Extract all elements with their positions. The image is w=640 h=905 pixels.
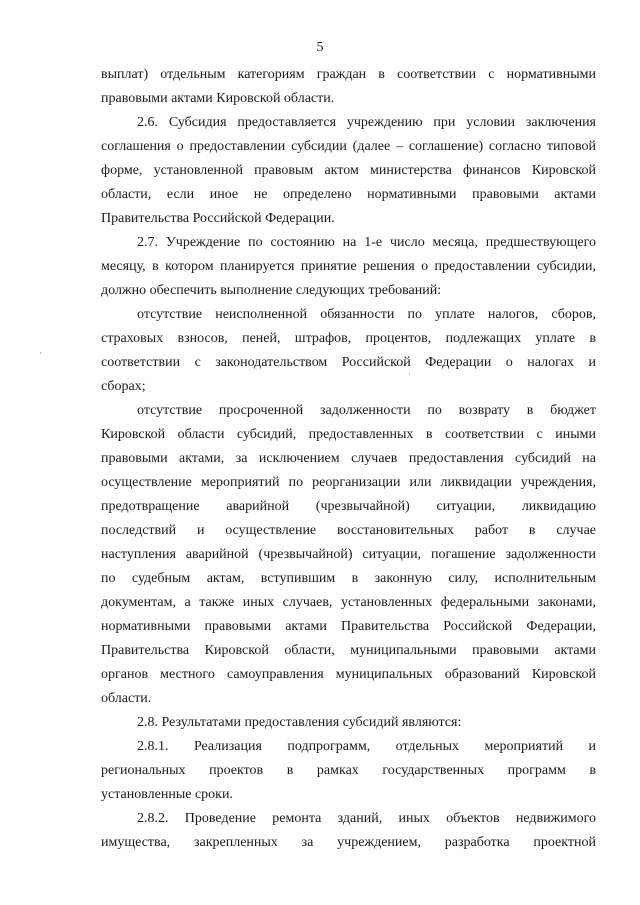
text-line: отсутствие просроченной задолженности по возврату в бюджет	[137, 403, 596, 418]
text-line: 2.8.1. Реализация подпрограмм, отдельных мероприятий и	[137, 739, 596, 754]
text-line: отсутствие неисполненной обязанности по уплате налогов, сборов,	[137, 307, 596, 322]
text-line: страховых взносов, пеней, штрафов, процентов, подлежащих уплате в	[101, 331, 596, 346]
text-line: 2.8.2. Проведение ремонта зданий, иных объектов недвижимого	[137, 811, 596, 826]
text-line: правовыми актами, за исключением случаев предоставления субсидий на	[101, 451, 596, 466]
text-line: органов местного самоуправления муниципальных образований Кировской	[101, 667, 596, 682]
text-line: сборах;	[101, 379, 146, 394]
text-line: Правительства Российской Федерации.	[101, 211, 335, 226]
text-line: осуществление мероприятий по реорганизации или ликвидации учреждения,	[101, 475, 596, 490]
text-line: предотвращение аварийной (чрезвычайной) ситуации, ликвидацию	[101, 499, 596, 514]
text-line: 2.7. Учреждение по состоянию на 1-е число месяца, предшествующего	[137, 235, 596, 250]
text-line: соответствии с законодательством Российской Федерации о налогах и	[101, 355, 596, 370]
document-body	[101, 63, 596, 855]
text-line: Правительства Кировской области, муниципальными правовыми актами	[101, 643, 596, 658]
page-number: 5	[316, 40, 324, 55]
text-line: наступления аварийной (чрезвычайной) ситуации, погашение задолженности	[101, 547, 596, 562]
text-line: документам, а также иных случаев, установленных федеральными законами,	[101, 595, 596, 610]
text-line: области.	[101, 691, 152, 706]
text-line: выплат) отдельным категориям граждан в соответствии с нормативными	[101, 67, 596, 82]
scan-speck	[409, 373, 410, 375]
text-line: месяцу, в котором планируется принятие решения о предоставлении субсидии,	[101, 259, 596, 274]
text-line: нормативными правовыми актами Правительства Российской Федерации,	[101, 619, 596, 634]
text-line: соглашения о предоставлении субсидии (далее – соглашение) согласно типовой	[101, 139, 596, 154]
text-line: установленные сроки.	[101, 787, 233, 802]
text-line: должно обеспечить выполнение следующих требований:	[101, 283, 442, 298]
text-line: форме, установленной правовым актом министерства финансов Кировской	[101, 163, 596, 178]
text-line: региональных проектов в рамках государственных программ в	[101, 763, 596, 778]
text-line: последствий и осуществление восстановительных работ в случае	[101, 523, 596, 538]
text-line: 2.8. Результатами предоставления субсидий являются:	[137, 715, 462, 730]
text-line: области, если иное не определено нормативными правовыми актами	[101, 187, 596, 202]
scan-speck	[40, 352, 41, 354]
text-line: правовыми актами Кировской области.	[101, 91, 335, 106]
text-line: Кировской области субсидий, предоставленных в соответствии с иными	[101, 427, 596, 442]
text-line: имущества, закрепленных за учреждением, разработка проектной	[101, 835, 596, 850]
text-line: по судебным актам, вступившим в законную силу, исполнительным	[101, 571, 596, 586]
text-line: 2.6. Субсидия предоставляется учреждению при условии заключения	[137, 115, 596, 130]
